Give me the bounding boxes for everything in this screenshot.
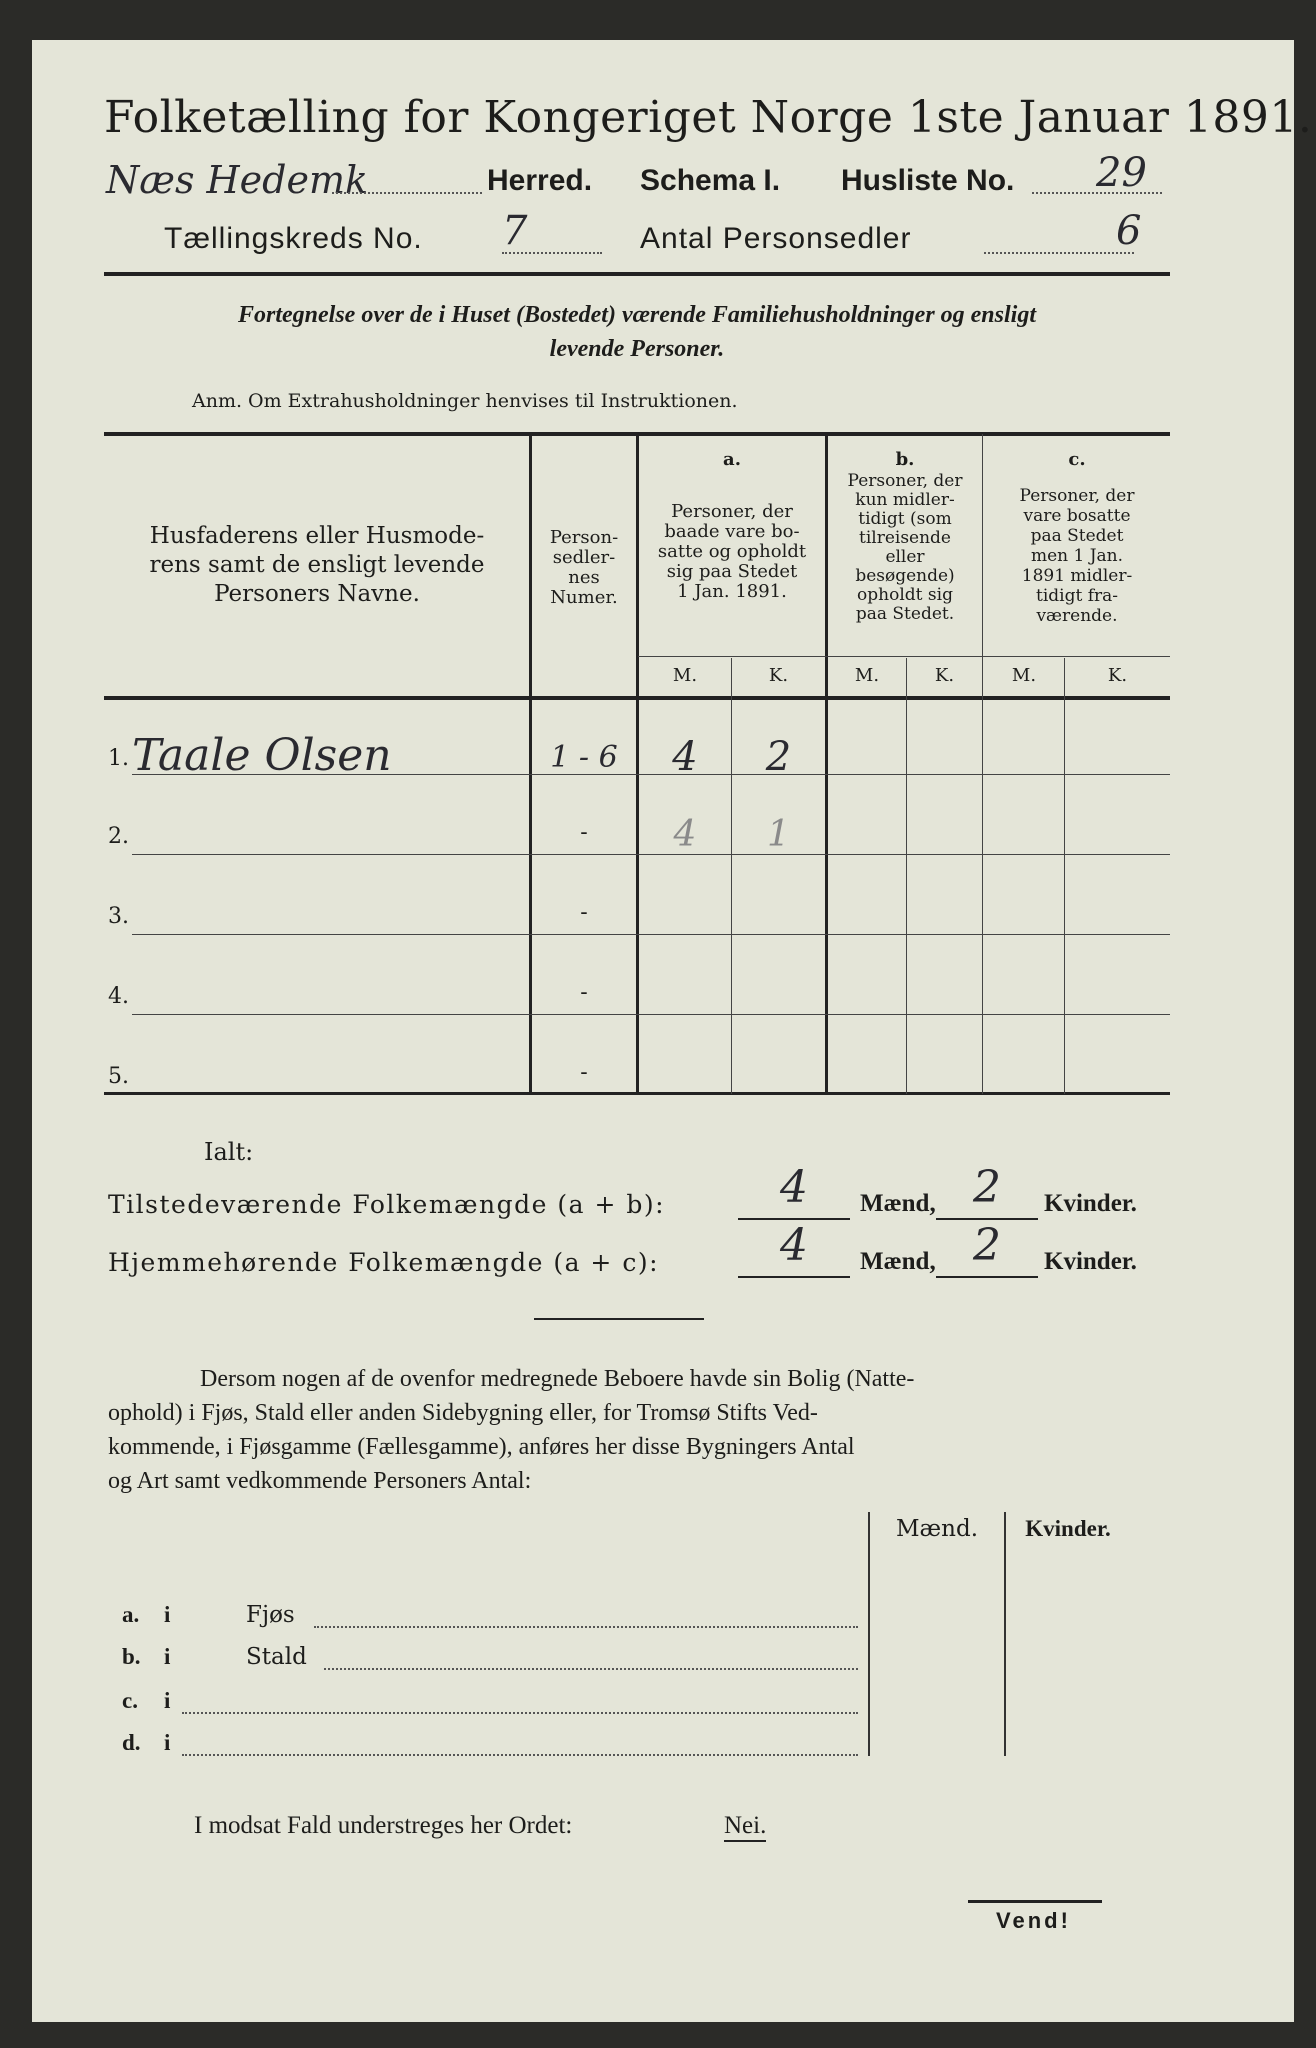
row-1-a-k: 2 <box>765 734 792 780</box>
row-3-no: 3. <box>108 904 129 929</box>
total-1-m: 4 <box>780 1162 808 1213</box>
intro-line-2: levende Personer. <box>549 336 725 362</box>
item-c-dots <box>182 1712 858 1714</box>
total-1-maend: Mænd, <box>860 1190 936 1217</box>
col-c-header: Personer, der vare bosatte paa Stedet men 1 Jan. 1891 midler- tidigt fra- værende. <box>1019 486 1135 626</box>
item-c-i: i <box>164 1688 171 1713</box>
header-rule <box>104 272 1170 276</box>
row-1-num: 1 - 6 <box>550 740 618 775</box>
row-2-no: 2. <box>108 824 129 849</box>
item-c-letter: c. <box>122 1688 138 1713</box>
herred-dots <box>332 192 482 194</box>
total-2-k-line <box>936 1276 1038 1278</box>
herred-value: Næs Hedemk <box>106 158 369 202</box>
vend-label: Vend! <box>996 1908 1071 1933</box>
modsat-label: I modsat Fald understreges her Ordet: <box>194 1812 573 1839</box>
col-name-header: Husfaderens eller Husmode- rens samt de ensligt levende Personers Navne. <box>149 523 485 607</box>
row-5-no: 5. <box>108 1064 129 1089</box>
row-2-num: - <box>580 820 588 845</box>
row-3-num: - <box>580 900 588 925</box>
total-1-label: Tilstedeværende Folkemængde (a + b): <box>108 1190 666 1219</box>
row-5-num: - <box>580 1060 588 1085</box>
total-2-kvinder: Kvinder. <box>1044 1248 1137 1275</box>
col-a-header: Personer, der baade vare bo- satte og opholdt sig paa Stedet 1 Jan. 1891. <box>657 501 807 602</box>
col-divider-c-mk <box>1064 658 1065 1094</box>
col-c-m: M. <box>1011 665 1037 686</box>
col-divider-a-mk <box>731 658 732 1094</box>
item-a-i: i <box>164 1602 171 1627</box>
vend-rule <box>968 1900 1102 1903</box>
total-2-m: 4 <box>780 1220 808 1271</box>
row-line-4 <box>132 1014 1170 1015</box>
col-a-letter: a. <box>723 449 741 470</box>
item-b-i: i <box>164 1644 171 1669</box>
row-1-no: 1. <box>108 746 129 771</box>
total-2-label: Hjemmehørende Folkemængde (a + c): <box>108 1248 659 1277</box>
buildings-divider-2 <box>1004 1512 1006 1756</box>
col-b-m: M. <box>854 665 880 686</box>
col-b-letter: b. <box>895 449 915 470</box>
herred-label: Herred. <box>487 164 593 197</box>
total-2-m-line <box>738 1276 850 1278</box>
col-b-header: Personer, der kun midler- tidigt (som tilreisende eller besøgende) opholdt sig paa Stedet. <box>847 471 963 624</box>
col-divider-b-mk <box>906 658 907 1094</box>
kreds-label: Tællingskreds No. <box>164 222 423 255</box>
intro-line-1: Fortegnelse over de i Huset (Bostedet) værende Familiehusholdninger og ensligt <box>238 302 1036 328</box>
col-b-k: K. <box>934 665 955 686</box>
total-1-k: 2 <box>973 1162 1001 1213</box>
schema-label: Schema I. <box>640 164 781 197</box>
husliste-value: 29 <box>1096 150 1147 196</box>
buildings-paragraph: Dersom nogen af de ovenfor medregnede Beboere havde sin Bolig (Natte- ophold) i Fjøs, Stald eller anden Sidebygning eller, for Tromsø Stifts Ved- kommende, i Fjøsgamme (Fællesgamme), anføres her disse Bygningers Antal og Art samt vedkommende Personers Antal: <box>108 1366 915 1494</box>
row-1-name: Taale Olsen <box>132 730 392 781</box>
personsedler-value: 6 <box>1116 208 1142 254</box>
total-1-kvinder: Kvinder. <box>1044 1190 1137 1217</box>
col-num-header: Person- sedler- nes Numer. <box>549 527 619 608</box>
row-2-a-m: 4 <box>673 814 697 855</box>
row-1-a-m: 4 <box>672 734 698 780</box>
separator-rule <box>534 1318 704 1320</box>
col-c-letter: c. <box>1068 449 1086 470</box>
col-a-k: K. <box>768 665 789 686</box>
row-4-num: - <box>580 980 588 1005</box>
anm-note: Anm. Om Extrahusholdninger henvises til Instruktionen. <box>192 390 738 412</box>
ialt-label: Ialt: <box>204 1138 254 1166</box>
item-d-letter: d. <box>122 1730 141 1755</box>
kreds-value: 7 <box>502 208 528 254</box>
total-2-maend: Mænd, <box>860 1248 936 1275</box>
row-2-a-k: 1 <box>767 814 790 855</box>
item-d-dots <box>182 1754 858 1756</box>
item-a-dots <box>314 1626 858 1628</box>
col-a-m: M. <box>672 665 698 686</box>
buildings-head-kvinder: Kvinder. <box>1025 1516 1111 1541</box>
personsedler-label: Antal Personsedler <box>640 222 912 255</box>
husliste-label: Husliste No. <box>841 164 1015 197</box>
row-line-3 <box>132 934 1170 935</box>
item-b-label: Stald <box>246 1644 307 1670</box>
item-b-letter: b. <box>122 1644 141 1669</box>
col-divider-c <box>982 434 983 1094</box>
modsat-word: Nei. <box>724 1812 766 1842</box>
total-2-k: 2 <box>973 1220 1001 1271</box>
item-b-dots <box>324 1668 858 1670</box>
buildings-head-maend: Mænd. <box>895 1516 979 1542</box>
item-a-label: Fjøs <box>246 1602 295 1628</box>
buildings-divider-1 <box>868 1512 870 1756</box>
personsedler-dots <box>984 252 1134 254</box>
subheader-rule <box>638 656 1170 657</box>
col-c-k: K. <box>1107 665 1128 686</box>
item-a-letter: a. <box>122 1602 140 1627</box>
row-4-no: 4. <box>108 984 129 1009</box>
item-d-i: i <box>164 1730 171 1755</box>
form-title: Folketælling for Kongeriget Norge 1ste Januar 1891. <box>104 92 1313 143</box>
census-form-sheet <box>32 40 1313 2022</box>
